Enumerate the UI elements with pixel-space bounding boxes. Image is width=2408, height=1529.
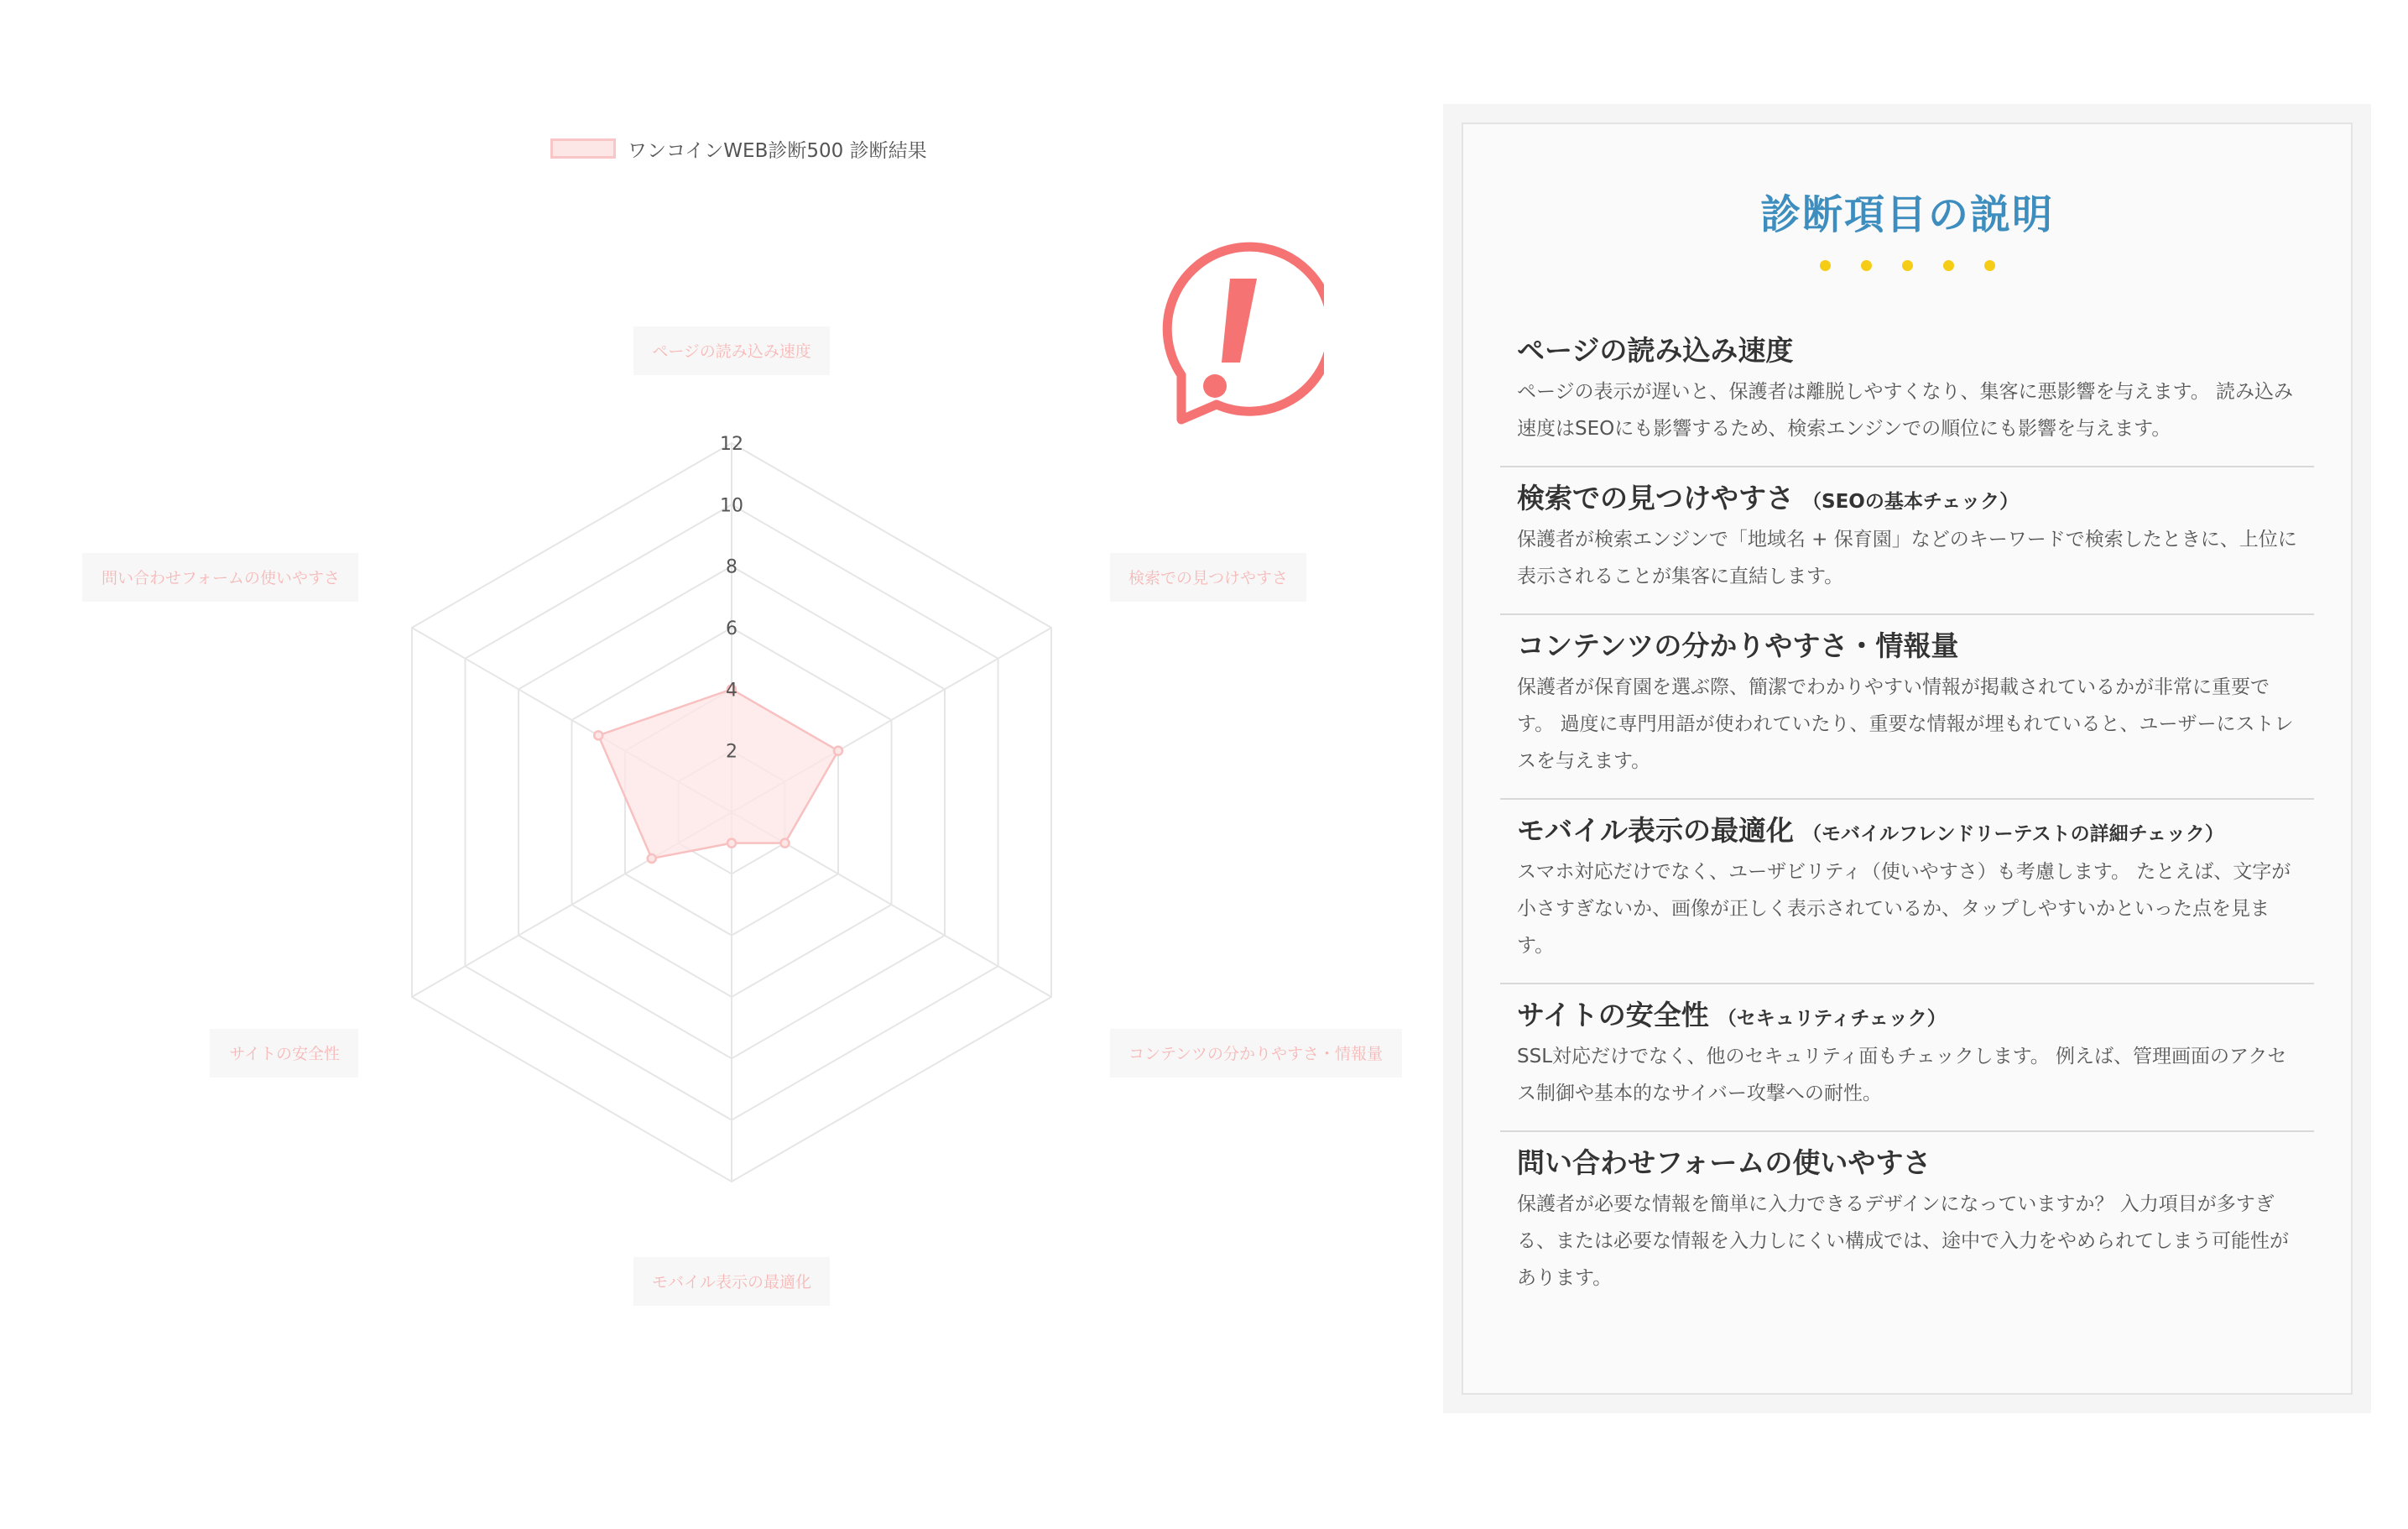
dot (1984, 260, 1995, 271)
item-search-findability (1500, 467, 2314, 615)
item-description: 保護者が必要な情報を簡単に入力できるデザインになっていますか？ 入力項目が多すぎる、または必要な情報を入力しにくい構成では、途中で入力をやめられてしまう可能性があります。 (1517, 1193, 2289, 1289)
item-description: SSL対応だけでなく、他のセキュリティ面もチェックします。 例えば、管理画面のアクセス制御や基本的なサイバー攻撃への耐性。 (1517, 1046, 2287, 1104)
dot (1820, 260, 1831, 271)
axis-label: サイトの安全性 (229, 1045, 340, 1063)
item-title: モバイル表示の最適化 (1517, 814, 1794, 847)
item-title: コンテンツの分かりやすさ・情報量 (1517, 629, 1959, 662)
tick-label: 8 (726, 556, 738, 578)
data-polygon (598, 689, 838, 858)
explanation-panel-frame (1443, 104, 2371, 1413)
data-point (781, 839, 790, 848)
item-site-security (1500, 984, 2314, 1132)
item-title: サイトの安全性 (1517, 999, 1709, 1031)
item-title: ページの読み込み速度 (1517, 334, 1794, 367)
title-dots-divider (1500, 260, 2314, 271)
item-description: ページの表示が遅いと、保護者は離脱しやすくなり、集客に悪影響を与えます。 読み込み速度はSEOにも影響するため、検索エンジンでの順位にも影響を与えます。 (1517, 381, 2294, 440)
item-mobile-optimization (1500, 800, 2314, 984)
exclamation-speech-bubble-icon (1139, 237, 1324, 430)
axis-label: 問い合わせフォームの使いやすさ (101, 569, 340, 587)
axis-label: 検索での見つけやすさ (1128, 569, 1289, 587)
dot (1943, 260, 1954, 271)
dot (1861, 260, 1872, 271)
tick-label: 4 (726, 680, 738, 702)
item-description: 保護者が保育園を選ぶ際、簡潔でわかりやすい情報が掲載されているかが非常に重要です。 過度に専門用語が使われていたり、重要な情報が埋もれていると、ユーザーにストレスを与えます。 (1517, 676, 2294, 772)
legend-label: ワンコインWEB診断500 診断結果 (628, 139, 927, 162)
tick-label: 2 (726, 741, 738, 763)
axis-label: モバイル表示の最適化 (651, 1273, 812, 1292)
item-description: 保護者が検索エンジンで「地域名 + 保育園」などのキーワードで検索したときに、上位に表示されることが集客に直結します。 (1517, 529, 2297, 587)
tick-label: 6 (726, 618, 738, 639)
item-page-speed (1500, 320, 2314, 467)
axis-label: ページの読み込み速度 (652, 342, 811, 361)
data-point (594, 731, 602, 739)
tick-label: 12 (720, 434, 743, 455)
item-title: 検索での見つけやすさ (1517, 482, 1794, 514)
item-subtitle: （セキュリティチェック） (1717, 1008, 1947, 1030)
explanation-panel (1462, 123, 2353, 1395)
dot (1902, 260, 1913, 271)
data-point (834, 747, 842, 755)
tick-label: 10 (720, 495, 743, 517)
data-point (648, 854, 656, 863)
item-contact-form (1500, 1132, 2314, 1315)
item-description: スマホ対応だけでなく、ユーザビリティ（使いやすさ）も考慮します。 たとえば、文字が小さすぎないか、画像が正しく表示されているか、タップしやすいかといった点を見ます。 (1517, 861, 2291, 957)
data-point (727, 839, 736, 848)
panel-title: 診断項目の説明 (1759, 191, 2054, 238)
item-subtitle: （SEOの基本チェック） (1802, 491, 2020, 513)
item-title: 問い合わせフォームの使いやすさ (1517, 1146, 1931, 1179)
item-subtitle: （モバイルフレンドリーテストの詳細チェック） (1802, 823, 2224, 845)
axis-label: コンテンツの分かりやすさ・情報量 (1128, 1045, 1384, 1063)
item-content-clarity (1500, 615, 2314, 800)
